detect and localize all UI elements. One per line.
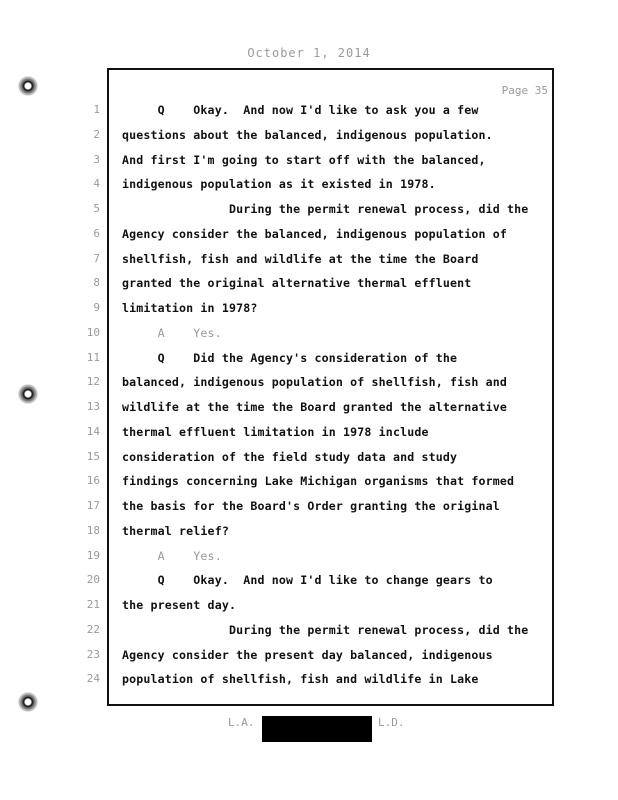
line-number: 11 [86, 350, 100, 364]
punch-hole-middle [18, 384, 38, 404]
line-number: 2 [93, 127, 100, 141]
line-number: 7 [93, 251, 100, 265]
transcript-line: consideration of the field study data and study [122, 449, 458, 464]
punch-hole-bottom [18, 692, 38, 712]
page-number: Page 35 [501, 84, 548, 97]
line-number: 14 [86, 424, 100, 438]
line-number: 16 [86, 474, 100, 488]
transcript-line: Agency consider the present day balanced, indigenous [122, 647, 493, 662]
line-number: 18 [86, 523, 100, 537]
transcript-line: thermal effluent limitation in 1978 include [122, 424, 429, 439]
line-number: 15 [86, 449, 100, 463]
transcript-line: A Yes. [122, 325, 222, 340]
line-number: 23 [86, 647, 100, 661]
line-number: 21 [86, 598, 100, 611]
transcript-line: A Yes. [122, 548, 222, 563]
line-number: 5 [93, 202, 100, 215]
transcript-line: Q Did the Agency's consideration of the [122, 350, 458, 365]
transcript-line: population of shellfish, fish and wildlife in Lake [122, 672, 479, 687]
line-number: 10 [86, 325, 100, 339]
transcript-line: the basis for the Board's Order granting the original [122, 499, 500, 513]
transcript-line: findings concerning Lake Michigan organisms that formed [122, 474, 515, 489]
line-number: 20 [86, 573, 100, 587]
transcript-line: During the permit renewal process, did the [122, 622, 529, 637]
punch-hole-top [18, 76, 38, 96]
transcript-line: balanced, indigenous population of shellfish, fish and [122, 375, 508, 390]
line-number: 8 [93, 276, 100, 290]
line-number: 6 [93, 226, 100, 240]
line-number: 19 [86, 548, 100, 562]
footer-right-text: L.D. [378, 716, 405, 729]
line-number: 17 [86, 499, 100, 512]
line-number: 13 [86, 400, 100, 413]
transcript-line: questions about the balanced, indigenous population. [122, 127, 493, 142]
footer-left-text: L.A. [228, 716, 255, 729]
transcript-line: shellfish, fish and wildlife at the time the Board [122, 251, 479, 266]
line-number: 22 [86, 622, 100, 636]
line-number: 4 [93, 177, 100, 191]
line-number: 3 [93, 152, 100, 166]
transcript-line: Agency consider the balanced, indigenous population of [122, 226, 508, 241]
transcript-line: limitation in 1978? [122, 301, 258, 315]
line-number: 12 [86, 375, 100, 389]
redaction-bar [262, 716, 372, 742]
line-number: 9 [93, 301, 100, 314]
transcript-line: thermal relief? [122, 523, 229, 538]
transcript-line: the present day. [122, 598, 237, 612]
transcript-line: wildlife at the time the Board granted the alternative [122, 400, 508, 414]
transcript-line: During the permit renewal process, did the [122, 202, 529, 216]
transcript-line: granted the original alternative thermal effluent [122, 276, 472, 291]
header-date: October 1, 2014 [247, 46, 371, 60]
line-number: 1 [93, 103, 100, 116]
transcript-line: Q Okay. And now I'd like to ask you a few [122, 103, 479, 117]
transcript-line: Q Okay. And now I'd like to change gears to [122, 573, 493, 588]
line-number: 24 [86, 672, 100, 686]
transcript-line: indigenous population as it existed in 1978. [122, 177, 436, 192]
transcript-line: And first I'm going to start off with the balanced, [122, 152, 486, 167]
